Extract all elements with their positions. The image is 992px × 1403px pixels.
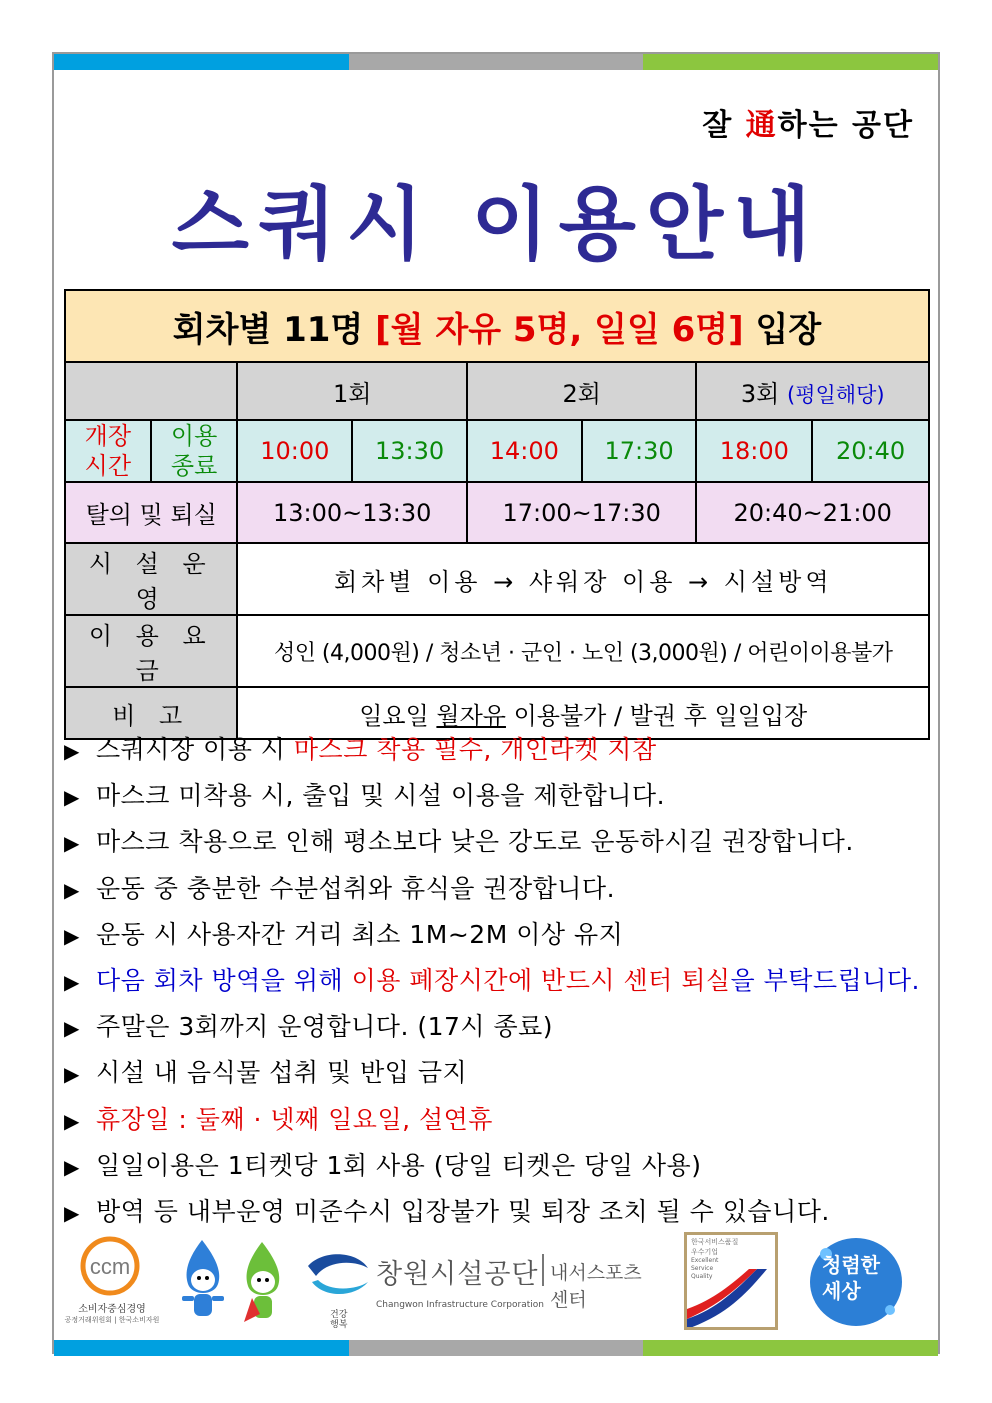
- triangle-icon: ▶: [64, 1062, 80, 1087]
- round-2-header: 2회: [467, 362, 697, 420]
- capacity-header: 회차별 11명 [월 자유 5명, 일일 6명] 입장: [65, 290, 929, 362]
- triangle-icon: ▶: [64, 923, 80, 948]
- page-title: 스쿼시 이용안내: [171, 178, 821, 271]
- operation-label: 시 설 운 영: [65, 543, 237, 615]
- notice-list: [64, 728, 944, 1236]
- triangle-icon: ▶: [64, 739, 80, 763]
- list-item: ▶ 방역 등 내부운영 미준수시 입장불가 및 퇴장 조치 될 수 있습니다.: [64, 1190, 944, 1236]
- schedule-table: [64, 289, 930, 740]
- footer-logos: [54, 1232, 938, 1332]
- ccm-logo: [64, 1236, 174, 1332]
- corporation-name: 창원시설공단: [376, 1259, 539, 1290]
- triangle-icon: ▶: [64, 969, 80, 994]
- change-time-3: 20:40~21:00: [696, 482, 929, 543]
- health-caption: 건강 행복: [330, 1310, 348, 1330]
- list-item: ▶ 휴장일 : 둘째 · 넷째 일요일, 설연휴: [64, 1098, 944, 1144]
- ccm-caption-small: 공정거래위원회 | 한국소비자원: [64, 1316, 160, 1324]
- list-item: ▶ 운동 중 충분한 수분섭취와 휴식을 권장합니다.: [64, 867, 944, 913]
- list-item: ▶ 마스크 착용으로 인해 평소보다 낮은 강도로 운동하시길 권장합니다.: [64, 820, 944, 866]
- triangle-icon: ▶: [64, 1108, 80, 1133]
- time-end-3: 20:40: [812, 420, 929, 482]
- ccm-caption: 소비자중심경영: [78, 1304, 146, 1315]
- list-item: ▶ 시설 내 음식물 섭취 및 반입 금지: [64, 1051, 944, 1097]
- fee-value: 성인 (4,000원) / 청소년 · 군인 · 노인 (3,000원) / 어린이이용불가: [237, 615, 929, 687]
- time-end-2: 17:30: [582, 420, 697, 482]
- list-item: ▶ 주말은 3회까지 운영합니다. (17시 종료): [64, 1005, 944, 1051]
- triangle-icon: ▶: [64, 1154, 80, 1179]
- badge-line-1: 한국서비스품질: [691, 1238, 739, 1246]
- badge-line-3: Excellent Service Quality: [691, 1257, 719, 1280]
- list-item: ▶ 일일이용은 1티켓당 1회 사용 (당일 티켓은 당일 사용): [64, 1144, 944, 1190]
- open-time-label: 개장 시간: [65, 420, 151, 482]
- service-quality-badge: [684, 1232, 778, 1330]
- round-3-header: 3회 (평일해당): [696, 362, 929, 420]
- list-item: ▶ 다음 회차 방역을 위해 이용 폐장시간에 반드시 센터 퇴실을 부탁드립니다.: [64, 959, 944, 1005]
- list-item: ▶ 스쿼시장 이용 시 마스크 착용 필수, 개인라켓 지참: [64, 728, 944, 774]
- change-time-1: 13:00~13:30: [237, 482, 467, 543]
- svg-text:ccm: ccm: [89, 1254, 131, 1279]
- change-time-2: 17:00~17:30: [467, 482, 697, 543]
- corporation-english-name: Changwon Infrastructure Corporation: [376, 1300, 544, 1310]
- time-open-2: 14:00: [467, 420, 582, 482]
- change-label: 탈의 및 퇴실: [65, 482, 237, 543]
- corporation-logo: [376, 1246, 658, 1316]
- triangle-icon: ▶: [64, 1016, 80, 1041]
- list-item: ▶ 마스크 미착용 시, 출입 및 시설 이용을 제한합니다.: [64, 774, 944, 820]
- operation-value: 회차별 이용 → 샤워장 이용 → 시설방역: [237, 543, 929, 615]
- top-color-bar: [54, 54, 938, 70]
- divider: [542, 1254, 544, 1286]
- mascot-characters: [174, 1238, 296, 1328]
- fee-label: 이 용 요 금: [65, 615, 237, 687]
- time-end-1: 13:30: [352, 420, 467, 482]
- round-1-header: 1회: [237, 362, 467, 420]
- note-label: 비 고: [65, 687, 237, 739]
- clean-world-logo: [806, 1234, 906, 1330]
- bottom-color-bar: [54, 1340, 938, 1356]
- note-value: 일요일 월자유 이용불가 / 발권 후 일일입장: [237, 687, 929, 739]
- ccm-mark: [64, 1236, 174, 1296]
- slogan: 잘 通하는 공단: [702, 108, 914, 143]
- triangle-icon: ▶: [64, 785, 80, 810]
- corner-cell: [65, 362, 237, 420]
- clean-world-text: 청렴한 세상: [822, 1253, 880, 1303]
- health-logo: [302, 1246, 376, 1330]
- triangle-icon: ▶: [64, 877, 80, 902]
- end-time-label: 이용 종료: [151, 420, 238, 482]
- center-name: 내서스포츠센터: [550, 1262, 642, 1311]
- badge-line-2: 우수기업: [691, 1248, 719, 1256]
- triangle-icon: ▶: [64, 1200, 80, 1225]
- triangle-icon: ▶: [64, 831, 80, 856]
- time-open-1: 10:00: [237, 420, 352, 482]
- time-open-3: 18:00: [696, 420, 812, 482]
- list-item: ▶ 운동 시 사용자간 거리 최소 1M~2M 이상 유지: [64, 913, 944, 959]
